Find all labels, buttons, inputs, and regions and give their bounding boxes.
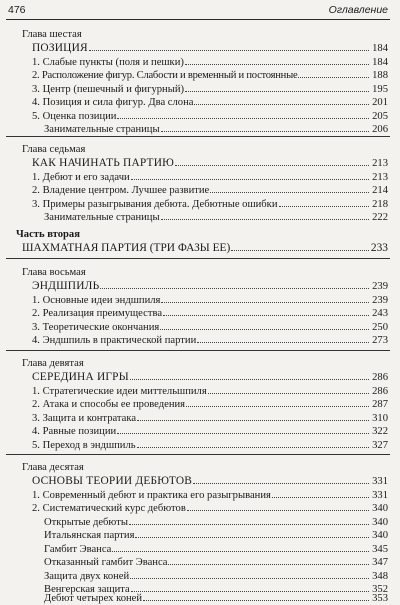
page-ref: 348	[372, 570, 388, 582]
leader-dots	[161, 293, 369, 303]
toc-entry[interactable]	[44, 528, 388, 541]
page-ref: 340	[372, 516, 388, 528]
page-ref: 340	[372, 530, 388, 541]
page-ref: 201	[372, 97, 388, 108]
toc-entry[interactable]	[32, 501, 388, 514]
chapter-title-entry[interactable]	[32, 156, 388, 169]
page-ref: 353	[372, 593, 388, 604]
page-ref: 243	[372, 308, 388, 319]
leader-dots	[175, 156, 369, 166]
leader-dots	[89, 41, 369, 51]
leader-dots	[197, 333, 369, 343]
page-ref: 239	[372, 294, 388, 306]
leader-dots	[272, 488, 369, 498]
toc-entry[interactable]	[32, 320, 388, 333]
toc-entry[interactable]	[32, 293, 388, 306]
leader-dots	[161, 210, 369, 220]
page-ref: 206	[372, 124, 388, 135]
entry-text: Открытые дебюты	[44, 516, 128, 528]
toc-entry[interactable]	[32, 197, 388, 210]
leader-dots	[130, 370, 369, 380]
entry-text: Отказанный гамбит Эванса	[44, 557, 168, 568]
entry-text: 1. Дебют и его задачи	[32, 171, 130, 183]
toc-entry[interactable]	[32, 306, 388, 319]
page-ref: 340	[372, 503, 388, 514]
entry-text: 2. Атака и способы ее проведения	[32, 399, 186, 410]
leader-dots	[193, 474, 369, 484]
page-ref: 184	[372, 43, 388, 54]
leader-dots	[168, 555, 369, 565]
running-header	[6, 3, 390, 20]
page-ref: 322	[372, 426, 388, 437]
entry-text: 2. Реализация преимущества	[32, 308, 163, 319]
leader-dots	[117, 109, 369, 119]
leader-dots	[130, 569, 369, 579]
page-ref: 331	[372, 476, 388, 487]
section-divider	[6, 136, 390, 137]
entry-text: Дебют четырех коней	[44, 593, 143, 604]
entry-text: 4. Позиция и сила фигур. Два слона	[32, 97, 194, 108]
entry-text: 1. Современный дебют и практика его разыгрывания	[32, 489, 271, 501]
page-ref: 352	[372, 584, 388, 595]
toc-entry[interactable]	[44, 122, 388, 135]
leader-dots	[137, 438, 369, 448]
chapter-title-entry[interactable]	[32, 474, 388, 487]
entry-text: Занимательные страницы	[44, 212, 160, 223]
toc-entry[interactable]	[32, 183, 388, 196]
page-ref: 205	[372, 110, 388, 122]
leader-dots	[117, 424, 369, 434]
toc-entry[interactable]	[32, 55, 388, 68]
leader-dots	[163, 306, 369, 316]
entry-text: 5. Переход в эндшпиль	[32, 439, 136, 451]
leader-dots	[131, 170, 369, 180]
entry-text: 3. Центр (пешечный и фигурный)	[32, 83, 185, 95]
page-ref: 250	[372, 321, 388, 333]
toc-entry[interactable]	[32, 424, 388, 437]
page-ref: 286	[372, 385, 388, 397]
chapter-title-entry[interactable]	[32, 279, 388, 292]
toc-entry[interactable]	[44, 555, 388, 568]
page-ref: 347	[372, 557, 388, 568]
entry-text: 3. Теоретические окончания	[32, 321, 160, 333]
entry-text: 2. Владение центром. Лучшее развитие	[32, 185, 210, 196]
leader-dots	[185, 55, 369, 65]
page-ref: 273	[372, 335, 388, 346]
leader-dots	[161, 122, 369, 132]
chapter-title: ОСНОВЫ ТЕОРИИ ДЕБЮТОВ	[32, 475, 193, 487]
page-ref: 331	[372, 489, 388, 501]
leader-dots	[112, 542, 369, 552]
page-ref: 218	[372, 198, 388, 210]
entry-text: 3. Примеры разыгрывания дебюта. Дебютные ошибки	[32, 198, 278, 210]
chapter-title: КАК НАЧИНАТЬ ПАРТИЮ	[32, 157, 175, 169]
entry-text: 4. Равные позиции	[32, 426, 117, 437]
leader-dots	[279, 197, 370, 207]
leader-dots	[208, 384, 369, 394]
leader-dots	[187, 501, 369, 511]
page-ref: 184	[372, 56, 388, 68]
toc-entry[interactable]	[32, 488, 388, 501]
chapter-label: Глава седьмая	[22, 144, 86, 155]
entry-text: 3. Защита и контратака	[32, 412, 137, 424]
toc-entry[interactable]	[44, 591, 388, 604]
entry-text: Защита двух коней	[44, 570, 130, 582]
leader-dots	[186, 397, 369, 407]
chapter-title: СЕРЕДИНА ИГРЫ	[32, 371, 129, 383]
entry-text: 1. Стратегические идеи миттельшпиля	[32, 385, 207, 397]
chapter-title: ПОЗИЦИЯ	[32, 42, 88, 54]
leader-dots	[231, 241, 369, 251]
toc-entry[interactable]	[44, 515, 388, 528]
toc-entry[interactable]	[32, 109, 388, 122]
page-ref: 213	[372, 171, 388, 183]
toc-entry[interactable]	[32, 82, 388, 95]
running-title: Оглавление	[328, 4, 388, 16]
leader-dots	[194, 95, 369, 105]
chapter-title-entry[interactable]	[32, 370, 388, 383]
page-ref: 213	[372, 158, 388, 169]
toc-entry[interactable]	[44, 569, 388, 582]
page-ref: 214	[372, 185, 388, 196]
part-title-entry[interactable]	[22, 241, 388, 254]
leader-dots	[137, 411, 369, 421]
page-ref: 233	[370, 242, 388, 254]
page-ref: 310	[372, 412, 388, 424]
part-title: ШАХМАТНАЯ ПАРТИЯ (ТРИ ФАЗЫ ЕЕ)	[22, 242, 231, 254]
toc-entry[interactable]	[44, 542, 388, 555]
entry-text: 2. Расположение фигур. Слабости и временный и постоянные	[32, 70, 298, 81]
entry-text: 1. Слабые пункты (поля и пешки)	[32, 56, 184, 68]
entry-text: 4. Эндшпиль в практической партии	[32, 335, 197, 346]
toc-entry[interactable]	[32, 411, 388, 424]
entry-text: 5. Оценка позиции	[32, 110, 117, 122]
leader-dots	[160, 320, 369, 330]
page-number: 476	[8, 4, 26, 16]
leader-dots	[135, 528, 369, 538]
toc-entry[interactable]	[32, 384, 388, 397]
page-ref: 188	[372, 70, 388, 81]
toc-entry[interactable]	[32, 95, 388, 108]
entry-text: Венгерская защита	[44, 584, 130, 595]
entry-text: Гамбит Эванса	[44, 543, 112, 555]
entry-text: 1. Основные идеи эндшпиля	[32, 294, 161, 306]
entry-text: 2. Систематический курс дебютов	[32, 503, 186, 514]
leader-dots	[210, 183, 369, 193]
toc-entry[interactable]	[32, 438, 388, 451]
leader-dots	[129, 515, 369, 525]
chapter-label: Глава девятая	[22, 358, 84, 369]
toc-entry[interactable]	[32, 333, 388, 346]
section-divider	[6, 258, 390, 259]
leader-dots	[100, 279, 369, 289]
section-divider	[6, 350, 390, 351]
chapter-label: Глава шестая	[22, 29, 82, 40]
toc-entry[interactable]	[32, 170, 388, 183]
page-ref: 195	[372, 83, 388, 95]
entry-text: Итальянская партия	[44, 530, 135, 541]
toc-entry[interactable]	[32, 397, 388, 410]
entry-text: Занимательные страницы	[44, 124, 160, 135]
page-ref: 286	[372, 372, 388, 383]
page-ref: 327	[372, 439, 388, 451]
page-ref: 287	[372, 399, 388, 410]
chapter-title: ЭНДШПИЛЬ	[32, 280, 100, 292]
chapter-label: Глава десятая	[22, 462, 84, 473]
leader-dots	[143, 591, 369, 601]
chapter-title-entry[interactable]	[32, 41, 388, 54]
part-label: Часть вторая	[16, 229, 80, 240]
leader-dots	[185, 82, 369, 92]
toc-entry[interactable]	[44, 210, 388, 223]
leader-dots	[298, 68, 369, 78]
page-ref: 345	[372, 543, 388, 555]
page-ref: 239	[372, 281, 388, 292]
chapter-label: Глава восьмая	[22, 267, 86, 278]
section-divider	[6, 454, 390, 455]
page-ref: 222	[372, 212, 388, 223]
toc-entry[interactable]	[32, 68, 388, 81]
